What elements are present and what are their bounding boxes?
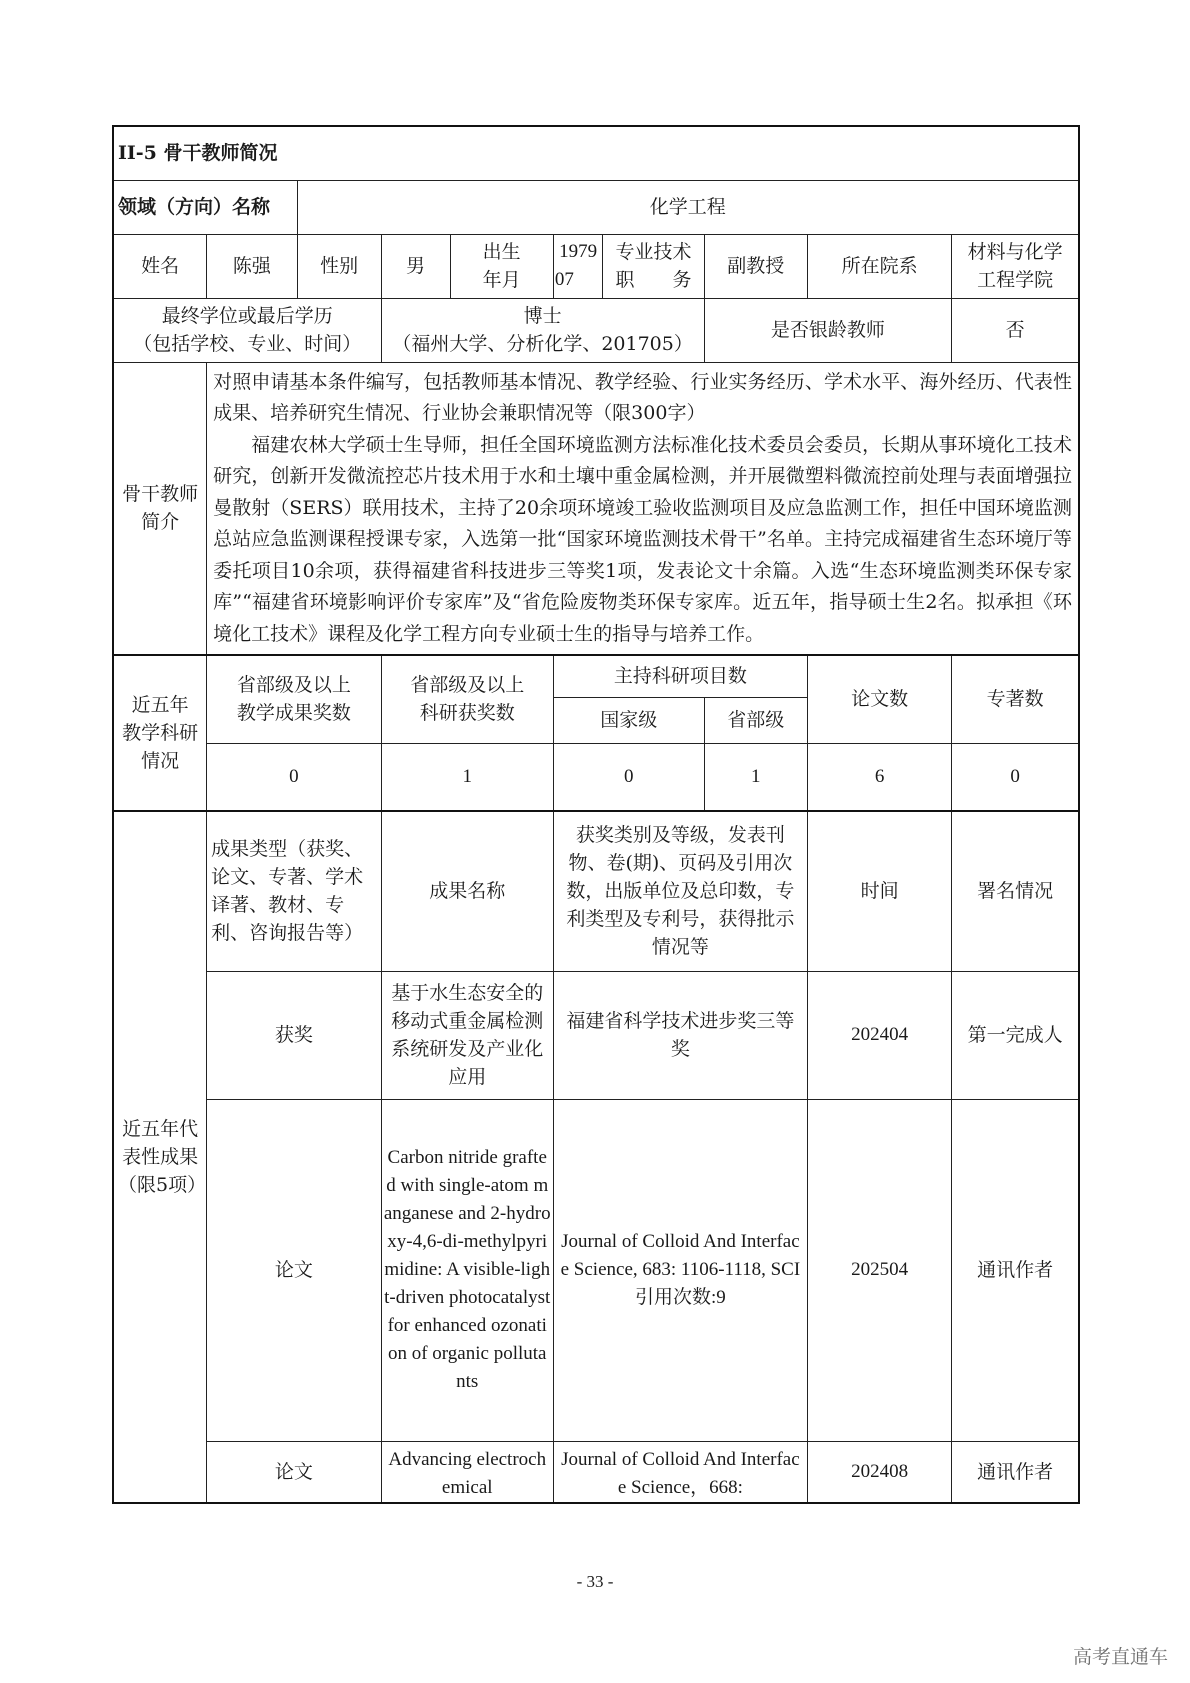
section-title: II-5 骨干教师简况 (113, 126, 1079, 180)
watermark: 高考直通车 (1072, 1646, 1168, 1668)
stats-value-national: 0 (553, 743, 704, 811)
name-value: 陈强 (207, 234, 297, 298)
stats-head-national: 国家级 (553, 697, 704, 743)
title-label: 专业技术 职 务 (603, 234, 704, 298)
achievement-type: 获奖 (207, 971, 381, 1099)
achievements-head-name: 成果名称 (381, 811, 553, 971)
achievement-time: 202408 (807, 1441, 951, 1503)
stats-head-books: 专著数 (952, 655, 1079, 743)
stats-head-provincial: 省部级 (704, 697, 807, 743)
birth-label: 出生 年月 (450, 234, 553, 298)
intro-instruction: 对照申请基本条件编写，包括教师基本情况、教学经验、行业实务经历、学术水平、海外经历、代表性成果、培养研究生情况、行业协会兼职情况等（限300字） (213, 370, 1072, 424)
gender-value: 男 (381, 234, 450, 298)
intro-body: 福建农林大学硕士生导师，担任全国环境监测方法标准化技术委员会委员，长期从事环境化工技术研究，创新开发微流控芯片技术用于水和土壤中重金属检测，并开展微塑料微流控前处理与表面增强拉曼散射（SERS）联用技术，主持了20余项环境竣工验收监测项目及应急监测工作，担任中国环境监测总站应急监测课程授课专家，入选第一批“国家环境监测技术骨干”名单。主持完成福建省生态环境厅等委托项目10余项，获得福建省科技进步三等奖1项，发表论文十余篇。入选“生态环境监测类环保专家库”“福建省环境影响评价专家库”及“省危险废物类环保专家库。近五年，指导硕士生2名。拟承担《环境化工技术》课程及化学工程方向专业硕士生的指导与培养工作。 (213, 433, 1072, 645)
achievement-type: 论文 (207, 1099, 381, 1441)
stats-head-projects: 主持科研项目数 (553, 655, 807, 697)
achievement-detail: 福建省科学技术进步奖三等奖 (553, 971, 807, 1099)
stats-value-books: 0 (952, 743, 1079, 811)
achievements-head-type: 成果类型（获奖、论文、专著、学术译著、教材、专利、咨询报告等） (207, 811, 381, 971)
degree-value: 博士 （福州大学、分析化学、201705） (381, 298, 704, 362)
intro-text (207, 362, 1079, 655)
achievement-time: 202504 (807, 1099, 951, 1441)
stats-value-provincial: 1 (704, 743, 807, 811)
degree-label: 最终学位或最后学历 （包括学校、专业、时间） (113, 298, 381, 362)
field-label: 领域（方向）名称 (113, 180, 297, 234)
achievements-label: 近五年代 表性成果 （限5项） (113, 811, 207, 1503)
page-number: - 33 - (576, 1572, 614, 1591)
achievement-author: 通讯作者 (952, 1441, 1079, 1503)
stats-label: 近五年 教学科研 情况 (113, 655, 207, 811)
gender-label: 性别 (297, 234, 381, 298)
stats-head-research: 省部级及以上 科研获奖数 (381, 655, 553, 743)
stats-value-teaching: 0 (207, 743, 381, 811)
dept-label: 所在院系 (807, 234, 951, 298)
stats-value-research: 1 (381, 743, 553, 811)
achievement-author: 通讯作者 (952, 1099, 1079, 1441)
achievement-name: Carbon nitride grafted with single-atom manganese and 2-hydroxy-4,6-di-methylpyrimidine: A visible-light-driven photocatalyst for enhanced ozonation of organic pollutants (381, 1099, 553, 1441)
stats-head-teaching: 省部级及以上 教学成果奖数 (207, 655, 381, 743)
achievement-detail: Journal of Colloid And Interface Science，668: (553, 1441, 807, 1503)
achievements-head-time: 时间 (807, 811, 951, 971)
stats-head-papers: 论文数 (807, 655, 951, 743)
name-label: 姓名 (113, 234, 207, 298)
teacher-profile-table (112, 125, 1080, 1504)
achievements-head-author: 署名情况 (952, 811, 1079, 971)
birth-value: 1979 07 (553, 234, 603, 298)
intro-label: 骨干教师 简介 (113, 362, 207, 655)
achievement-author: 第一完成人 (952, 971, 1079, 1099)
dept-value: 材料与化学 工程学院 (952, 234, 1079, 298)
stats-value-papers: 6 (807, 743, 951, 811)
achievement-name: 基于水生态安全的移动式重金属检测系统研发及产业化应用 (381, 971, 553, 1099)
title-value: 副教授 (704, 234, 807, 298)
achievement-time: 202404 (807, 971, 951, 1099)
achievement-detail: Journal of Colloid And Interface Science, 683: 1106-1118, SCI 引用次数:9 (553, 1099, 807, 1441)
silver-value: 否 (952, 298, 1079, 362)
field-value: 化学工程 (297, 180, 1079, 234)
achievement-name: Advancing electrochemical (381, 1441, 553, 1503)
silver-label: 是否银龄教师 (704, 298, 952, 362)
achievement-type: 论文 (207, 1441, 381, 1503)
achievements-head-detail: 获奖类别及等级，发表刊物、卷(期)、页码及引用次数，出版单位及总印数，专利类型及专利号，获得批示情况等 (553, 811, 807, 971)
